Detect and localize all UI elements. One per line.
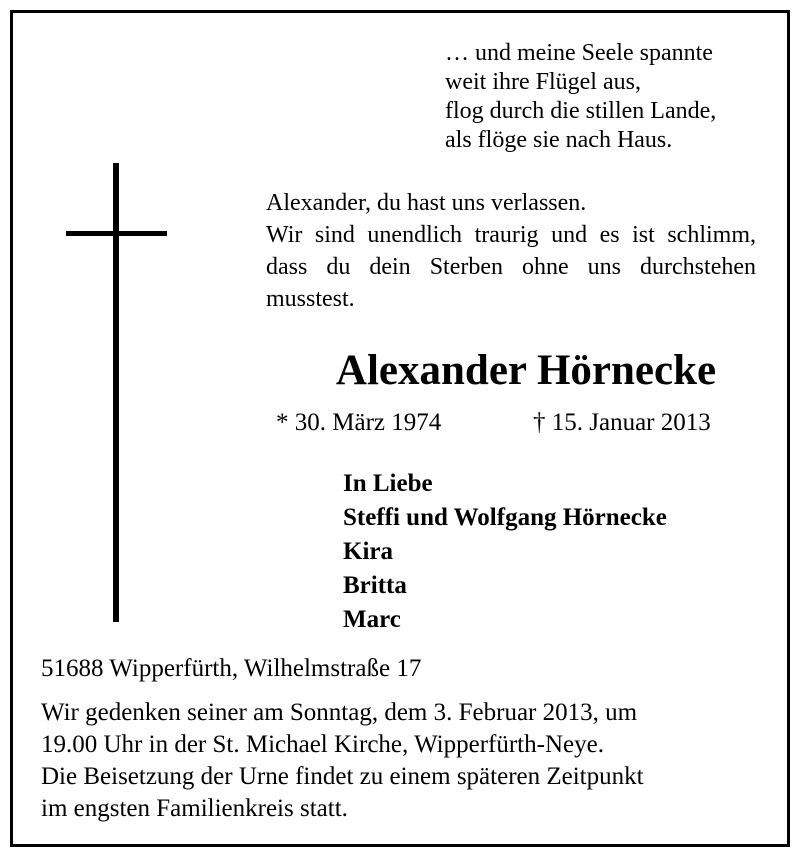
family-signature <box>343 467 667 637</box>
poem-line: weit ihre Flügel aus, <box>445 69 641 95</box>
address: 51688 Wipperfürth, Wilhelmstraße 17 <box>41 655 422 682</box>
family-line: Marc <box>343 606 401 633</box>
family-line: Britta <box>343 572 407 599</box>
poem-verse <box>445 39 716 155</box>
death-date: † 15. Januar 2013 <box>533 409 711 436</box>
poem-line: flog durch die stillen Lande, <box>445 98 717 124</box>
obituary-notice <box>10 10 790 847</box>
message-first-line: Alexander, du hast uns verlassen. <box>266 190 587 216</box>
family-line: Steffi und Wolfgang Hörnecke <box>343 504 667 531</box>
poem-line: als flöge sie nach Haus. <box>445 127 673 153</box>
birth-date: * 30. März 1974 <box>276 409 442 436</box>
deceased-name: Alexander Hörnecke <box>335 347 717 394</box>
farewell-message <box>266 187 756 315</box>
poem-line: … und meine Seele spannte <box>445 40 713 66</box>
family-line: Kira <box>343 538 393 565</box>
notice-line: im engsten Familienkreis statt. <box>41 795 348 822</box>
memorial-notice <box>41 697 767 825</box>
notice-line: 19.00 Uhr in der St. Michael Kirche, Wipperfürth-Neye. <box>41 731 604 758</box>
cross-icon-bar <box>66 231 167 236</box>
family-line: In Liebe <box>343 470 433 497</box>
notice-line: Wir gedenken seiner am Sonntag, dem 3. Februar 2013, um <box>41 699 638 726</box>
notice-line: Die Beisetzung der Urne findet zu einem späteren Zeitpunkt <box>41 763 644 790</box>
message-body: Wir sind unendlich traurig und es ist schlimm, dass du dein Sterben ohne uns durchstehen musstest. <box>266 222 756 312</box>
